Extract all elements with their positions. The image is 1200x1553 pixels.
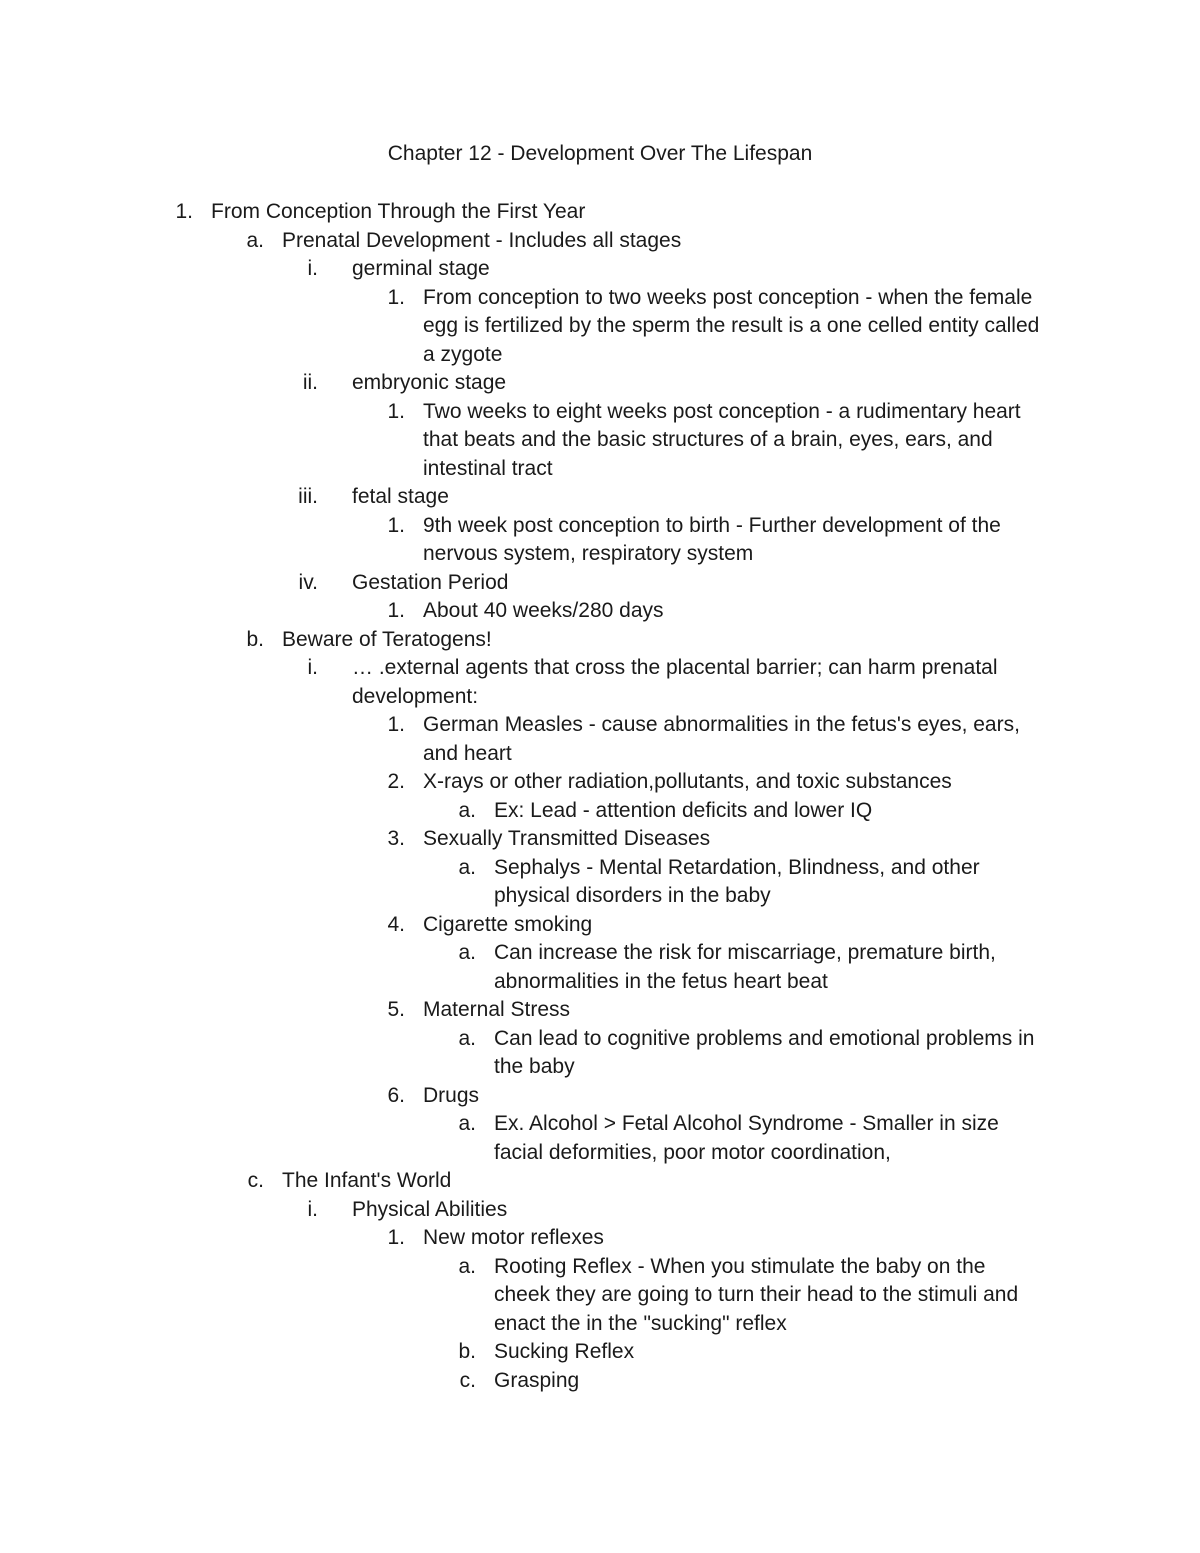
list-marker: i. xyxy=(307,257,318,280)
list-item-text: German Measles - cause abnormalities in the fetus's eyes, ears, xyxy=(423,713,1020,736)
list-item-text: Rooting Reflex - When you stimulate the baby on the xyxy=(494,1254,986,1278)
list-item-text: Can lead to cognitive problems and emotional problems in xyxy=(494,1026,1035,1050)
list-item-text: Grasping xyxy=(494,1368,580,1392)
list-marker: 5. xyxy=(387,998,405,1021)
list-item-text: embryonic stage xyxy=(352,371,507,394)
list-marker: 1. xyxy=(387,713,405,736)
list-marker: c. xyxy=(247,1169,264,1192)
list-marker: ii. xyxy=(302,371,318,394)
list-item-text: From Conception Through the First Year xyxy=(211,200,586,223)
list-marker: a. xyxy=(246,228,264,252)
list-item-text: the baby xyxy=(494,1055,575,1078)
list-item-text: Sephalys - Mental Retardation, Blindness, and other xyxy=(494,855,980,879)
list-item-text: New motor reflexes xyxy=(423,1226,604,1249)
list-marker: 4. xyxy=(387,912,405,936)
list-marker: a. xyxy=(458,855,476,879)
list-item-text: germinal stage xyxy=(352,257,490,280)
list-marker: 1. xyxy=(175,200,193,223)
list-item-text: Beware of Teratogens! xyxy=(282,627,492,651)
list-item-text: egg is fertilized by the sperm the result is a one celled entity called xyxy=(423,314,1040,337)
list-marker: a. xyxy=(458,1254,476,1278)
list-item-text: facial deformities, poor motor coordination, xyxy=(494,1140,891,1164)
list-item-text: Sexually Transmitted Diseases xyxy=(423,827,711,850)
list-marker: i. xyxy=(307,1197,318,1221)
list-item-text: Two weeks to eight weeks post conception - a rudimentary heart xyxy=(423,399,1021,423)
list-item-text: that beats and the basic structures of a brain, eyes, ears, and xyxy=(423,428,993,451)
list-marker: 3. xyxy=(387,827,405,850)
list-item-text: fetal stage xyxy=(352,485,449,508)
list-marker: c. xyxy=(459,1368,476,1392)
list-marker: i. xyxy=(307,656,318,679)
list-item-text: Cigarette smoking xyxy=(423,912,593,936)
list-item-text: Physical Abilities xyxy=(352,1197,508,1221)
list-marker: a. xyxy=(458,941,476,964)
list-item-text: physical disorders in the baby xyxy=(494,884,771,907)
list-marker: 1. xyxy=(387,1226,405,1249)
list-item-text: From conception to two weeks post conception - when the female xyxy=(423,285,1033,309)
list-marker: 1. xyxy=(387,285,405,309)
document-title: Chapter 12 - Development Over The Lifespan xyxy=(387,142,813,165)
list-item-text: The Infant's World xyxy=(282,1169,452,1192)
list-marker: 1. xyxy=(387,399,405,423)
list-marker: 1. xyxy=(387,513,405,537)
list-item-text: cheek they are going to turn their head to the stimuli and xyxy=(494,1283,1019,1306)
list-item-text: Sucking Reflex xyxy=(494,1340,635,1363)
list-item-text: Prenatal Development - Includes all stages xyxy=(282,228,682,252)
list-item-text: enact the in the "sucking" reflex xyxy=(494,1311,787,1335)
list-marker: 1. xyxy=(387,599,405,622)
list-item-text: Ex. Alcohol > Fetal Alcohol Syndrome - Smaller in size xyxy=(494,1112,999,1135)
list-item-text: Ex: Lead - attention deficits and lower IQ xyxy=(494,798,873,822)
list-marker: iv. xyxy=(298,570,318,594)
list-item-text: and heart xyxy=(423,741,512,765)
list-item-text: development: xyxy=(352,684,479,708)
list-marker: iii. xyxy=(298,485,318,508)
list-item-text: a zygote xyxy=(423,342,503,366)
list-item-text: Maternal Stress xyxy=(423,998,571,1021)
list-marker: b. xyxy=(458,1340,476,1363)
list-marker: 6. xyxy=(387,1083,405,1107)
list-item-text: X-rays or other radiation,pollutants, and toxic substances xyxy=(423,770,952,793)
list-item-text: abnormalities in the fetus heart beat xyxy=(494,969,828,993)
list-marker: a. xyxy=(458,798,476,822)
list-item-text: About 40 weeks/280 days xyxy=(423,599,664,622)
list-marker: b. xyxy=(246,627,264,651)
list-item-text: 9th week post conception to birth - Further development of the xyxy=(423,513,1001,537)
list-item-text: nervous system, respiratory system xyxy=(423,542,754,565)
list-item-text: Gestation Period xyxy=(352,570,509,594)
list-item-text: Can increase the risk for miscarriage, premature birth, xyxy=(494,941,996,964)
list-marker: a. xyxy=(458,1112,476,1135)
list-marker: 2. xyxy=(387,770,405,793)
list-item-text: intestinal tract xyxy=(423,456,553,480)
list-marker: a. xyxy=(458,1026,476,1050)
list-item-text: Drugs xyxy=(423,1083,480,1107)
list-item-text: … .external agents that cross the placental barrier; can harm prenatal xyxy=(352,656,998,679)
